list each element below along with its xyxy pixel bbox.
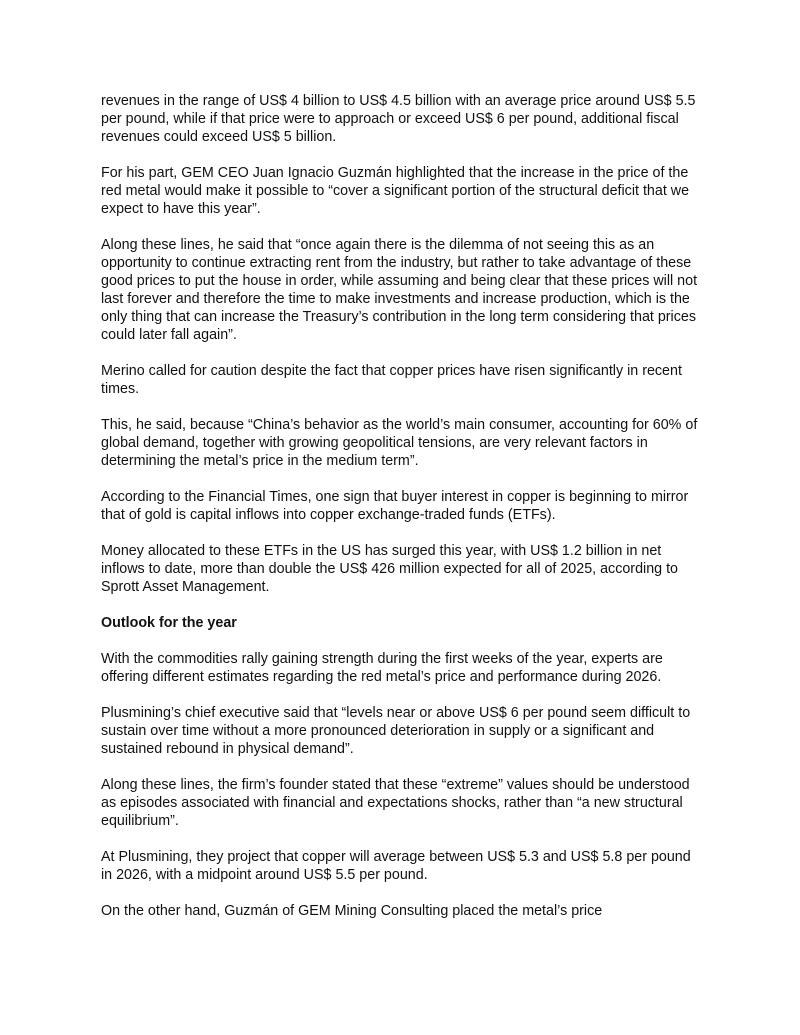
document-page	[101, 92, 701, 938]
paragraph-plusmining-projection: At Plusmining, they project that copper will average between US$ 5.3 and US$ 5.8 per pound in 2026, with a midpoint around US$ 5.5 per pound.	[101, 849, 691, 883]
section-heading: Outlook for the year	[101, 615, 237, 631]
paragraph-fiscal-revenues: revenues in the range of US$ 4 billion to US$ 4.5 billion with an average price around US$ 5.5 per pound, while if that price were to approach or exceed US$ 6 per pound, additional fiscal revenues could exceed US$ 5 billion.	[101, 93, 696, 145]
paragraph-dilemma: Along these lines, he said that “once again there is the dilemma of not seeing this as an opportunity to continue extracting rent from the industry, but rather to take advantage of these good prices to put the house in order, while assuming and being clear that these prices will not last forever and therefore the time to make investments and increase production, which is the only thing that can increase the Treasury’s contribution in the long term considering that prices could later fall again”.	[101, 237, 698, 343]
paragraph-commodities-rally: With the commodities rally gaining strength during the first weeks of the year, experts are offering different estimates regarding the red metal’s price and performance during 2026.	[101, 651, 663, 685]
paragraph-guzman-gem: On the other hand, Guzmán of GEM Mining Consulting placed the metal’s price	[101, 903, 603, 919]
paragraph-extreme-values: Along these lines, the firm’s founder stated that these “extreme” values should be understood as episodes associated with financial and expectations shocks, rather than “a new structural equilibrium”.	[101, 777, 690, 829]
paragraph-merino-caution: Merino called for caution despite the fact that copper prices have risen significantly in recent times.	[101, 363, 682, 397]
paragraph-guzman-deficit: For his part, GEM CEO Juan Ignacio Guzmán highlighted that the increase in the price of the red metal would make it possible to “cover a significant portion of the structural deficit that we expect to have this year”.	[101, 165, 690, 217]
paragraph-plusmining-levels: Plusmining’s chief executive said that “levels near or above US$ 6 per pound seem difficult to sustain over time without a more pronounced deterioration in supply or a significant and sustained rebound in physical demand”.	[101, 705, 691, 757]
paragraph-financial-times: According to the Financial Times, one sign that buyer interest in copper is beginning to mirror that of gold is capital inflows into copper exchange-traded funds (ETFs).	[101, 489, 689, 523]
paragraph-etf-inflows: Money allocated to these ETFs in the US has surged this year, with US$ 1.2 billion in net inflows to date, more than double the US$ 426 million expected for all of 2025, according to Sprott Asset Management.	[101, 543, 678, 595]
paragraph-china-demand: This, he said, because “China’s behavior as the world’s main consumer, accounting for 60% of global demand, together with growing geopolitical tensions, are very relevant factors in determining the metal’s price in the medium term”.	[101, 417, 698, 469]
